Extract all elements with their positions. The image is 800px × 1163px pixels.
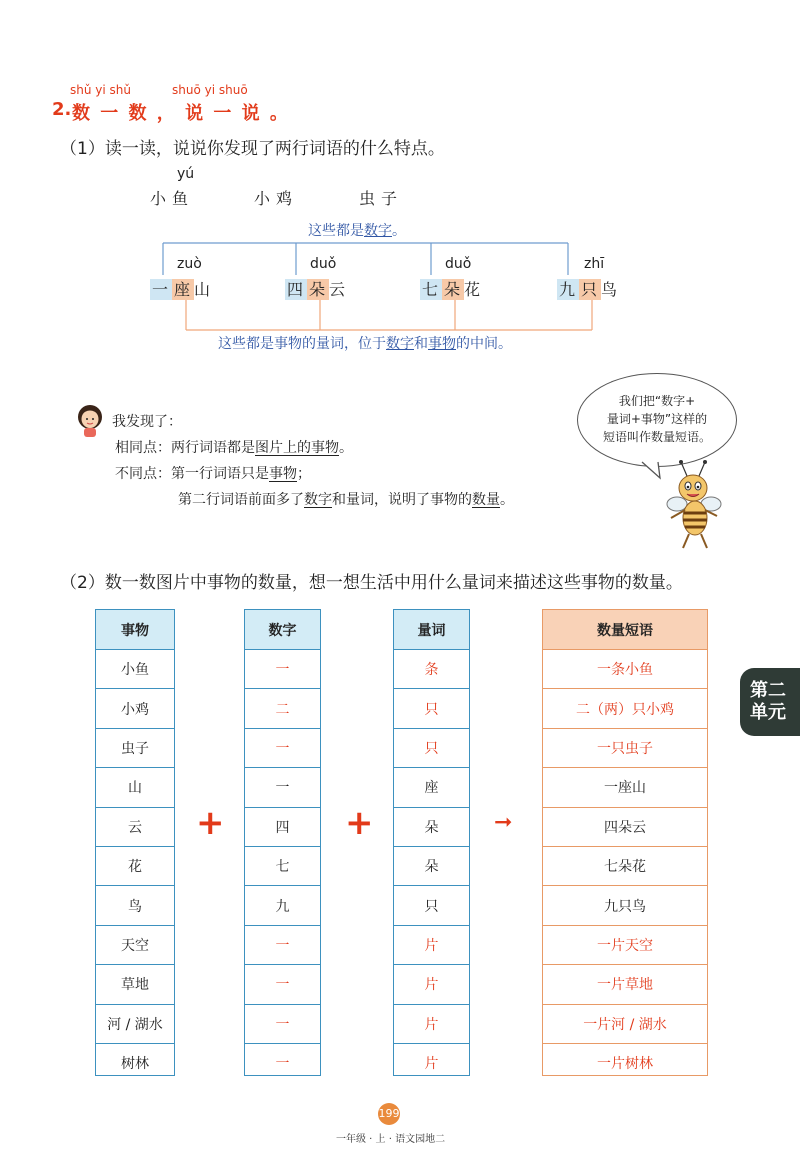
number-cell: 一 (245, 767, 320, 806)
bee-icon (655, 458, 735, 553)
number-cell: 一 (245, 728, 320, 767)
arrow-icon: ➞ (494, 810, 513, 835)
measure-cell: 朵 (394, 846, 469, 885)
number-cell: 一 (245, 1043, 320, 1082)
phrase-cell: 一片草地 (543, 964, 707, 1003)
title-pinyin-b: shuō yi shuō (172, 83, 248, 97)
row2-pinyin-2: duǒ (310, 256, 337, 272)
header-numbers: 数字 (245, 610, 320, 649)
table-numbers (244, 609, 321, 1076)
measure-cell: 片 (394, 964, 469, 1003)
row2-pinyin-3: duǒ (445, 256, 472, 272)
number-cell: 九 (245, 885, 320, 924)
number-cell: 二 (245, 688, 320, 727)
measure-cell: 座 (394, 767, 469, 806)
table-things (95, 609, 175, 1076)
measure-cell: 只 (394, 728, 469, 767)
girl-avatar-icon (76, 404, 104, 438)
row2-phrase-2: 四 朵 云 (287, 280, 348, 299)
speech-bubble (577, 373, 737, 467)
header-phrases: 数量短语 (543, 610, 707, 649)
unit-side-tab (740, 668, 800, 736)
phrase-cell: 一片天空 (543, 925, 707, 964)
phrase-cell: 七朵花 (543, 846, 707, 885)
page-number: 199 (378, 1103, 400, 1125)
measure-cell: 只 (394, 885, 469, 924)
thing-cell: 鸟 (96, 885, 174, 924)
table-phrases (542, 609, 708, 1076)
part1-instruction: （1）读一读，说说你发现了两行词语的什么特点。 (60, 139, 445, 159)
thing-cell: 河 / 湖水 (96, 1004, 174, 1043)
number-cell: 四 (245, 807, 320, 846)
phrase-cell: 九只鸟 (543, 885, 707, 924)
found-diff: 不同点：第一行词语只是事物； (115, 466, 311, 482)
header-things: 事物 (96, 610, 174, 649)
bubble-line-1: 我们把“数字+ (618, 394, 696, 408)
thing-cell: 小鱼 (96, 649, 174, 688)
found-same: 相同点：两行词语都是图片上的事物。 (115, 440, 353, 456)
thing-cell: 山 (96, 767, 174, 806)
measure-cell: 片 (394, 1004, 469, 1043)
phrase-cell: 二（两）只小鸡 (543, 688, 707, 727)
phrase-cell: 一只虫子 (543, 728, 707, 767)
phrase-cell: 一片树林 (543, 1043, 707, 1082)
footer-text: 一年级 · 上 · 语文园地二 (336, 1134, 446, 1145)
measure-cell: 片 (394, 1043, 469, 1082)
row1-word-1: 小鱼 (150, 189, 195, 208)
found-heading: 我发现了： (112, 414, 182, 430)
part2-instruction: （2）数一数图片中事物的数量，想一想生活中用什么量词来描述这些事物的数量。 (60, 573, 683, 593)
thing-cell: 草地 (96, 964, 174, 1003)
section-title: 数 一 数 ， 说 一 说 。 (72, 103, 290, 124)
row2-phrase-1: 一 座 山 (152, 280, 213, 299)
thing-cell: 树林 (96, 1043, 174, 1082)
bubble-line-3: 短语叫作数量短语。 (602, 430, 711, 444)
plus-sign-2: + (345, 803, 374, 843)
pinyin-yu: yú (177, 166, 195, 182)
row2-pinyin-4: zhī (584, 256, 605, 272)
thing-cell: 虫子 (96, 728, 174, 767)
number-cell: 一 (245, 925, 320, 964)
number-cell: 一 (245, 964, 320, 1003)
thing-cell: 小鸡 (96, 688, 174, 727)
note-numbers: 这些都是数字。 (308, 223, 406, 239)
bubble-line-2: 量词+事物”这样的 (606, 412, 708, 426)
section-number: 2. (52, 99, 72, 120)
measure-cell: 片 (394, 925, 469, 964)
measure-cell: 只 (394, 688, 469, 727)
number-cell: 一 (245, 649, 320, 688)
phrase-cell: 一座山 (543, 767, 707, 806)
title-pinyin-a: shǔ yi shǔ (70, 83, 131, 97)
table-measures (393, 609, 470, 1076)
measure-cell: 条 (394, 649, 469, 688)
phrase-cell: 一片河 / 湖水 (543, 1004, 707, 1043)
row2-phrase-4: 九 只 鸟 (559, 280, 620, 299)
measure-cell: 朵 (394, 807, 469, 846)
found-line3: 第二行词语前面多了数字和量词，说明了事物的数量。 (178, 492, 514, 508)
row1-word-3: 虫子 (359, 189, 404, 208)
number-cell: 七 (245, 846, 320, 885)
row2-pinyin-1: zuò (177, 256, 202, 272)
note-measure-words: 这些都是事物的量词，位于数字和事物的中间。 (218, 336, 512, 352)
phrase-cell: 一条小鱼 (543, 649, 707, 688)
phrase-cell: 四朵云 (543, 807, 707, 846)
thing-cell: 天空 (96, 925, 174, 964)
side-tab-line-2: 单元 (750, 702, 786, 723)
row2-phrase-3: 七 朵 花 (422, 280, 483, 299)
thing-cell: 云 (96, 807, 174, 846)
side-tab-line-1: 第二 (750, 680, 786, 701)
row1-word-2: 小鸡 (254, 189, 299, 208)
number-cell: 一 (245, 1004, 320, 1043)
header-measures: 量词 (394, 610, 469, 649)
plus-sign-1: + (196, 803, 225, 843)
thing-cell: 花 (96, 846, 174, 885)
